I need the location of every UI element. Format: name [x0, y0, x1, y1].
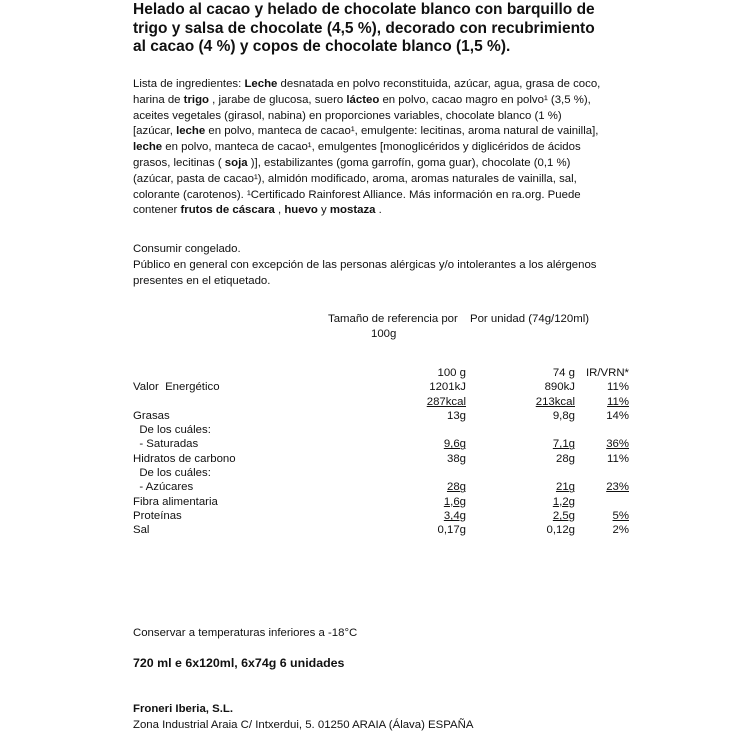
nutrition-header-blank [133, 366, 373, 380]
nutrient-label [133, 395, 373, 409]
product-title: Helado al cacao y helado de chocolate blanco con barquillo de trigo y salsa de chocolate (4,5 %), decorado con recubrimiento al cacao (4 %) y copos de chocolate blanco (1,5 %). [133, 1, 595, 55]
value-74g [466, 423, 575, 437]
nutrient-label: Sal [133, 524, 150, 537]
company-address: Zona Industrial Araia C/ Intxerdui, 5. 01250 ARAIA (Álava) ESPAÑA [133, 719, 474, 731]
nutrient-label: De los cuáles: [133, 467, 211, 480]
value-100g: 3,4g [443, 509, 466, 522]
value-ir-vrn: 14% [606, 409, 629, 422]
quantity-line: 720 ml e 6x120ml, 6x74g 6 unidades [133, 656, 345, 670]
value-ir-vrn [575, 423, 629, 437]
nutrient-label: Hidratos de carbono [133, 452, 236, 465]
ingredient-text: en polvo, manteca de cacao¹, emulgente: lecitinas, aroma natural de vainilla], [205, 125, 599, 138]
nutrition-header-row [133, 366, 629, 380]
value-ir-vrn: 5% [612, 509, 629, 522]
ingredient-text: desnatada en polvo reconstituida, azúcar, agua, grasa de coco, harina de [133, 78, 601, 106]
per-unit-label: Por unidad (74g/120ml) [470, 313, 590, 325]
col-ir-vrn: IR/VRN* [585, 367, 629, 379]
nutrition-row [133, 495, 629, 509]
nutrition-row [133, 380, 629, 394]
value-74g [466, 466, 575, 480]
allergen: lácteo [346, 93, 380, 106]
allergen: soja [224, 156, 248, 169]
value-100g: 13g [446, 409, 466, 422]
value-ir-vrn [575, 466, 629, 480]
ingredient-text: Lista de ingredientes: [133, 78, 245, 90]
value-100g: 287kcal [426, 395, 466, 408]
value-74g: 2,5g [552, 509, 575, 522]
ingredient-text: , [274, 204, 285, 217]
value-74g: 1,2g [552, 495, 575, 508]
allergen: trigo [183, 93, 209, 106]
ingredients-list [133, 77, 603, 219]
consume-note: Consumir congelado. [133, 243, 241, 255]
value-100g [373, 466, 466, 480]
nutrition-row [133, 466, 629, 480]
nutrition-row [133, 523, 629, 537]
value-ir-vrn: 36% [606, 438, 629, 451]
value-100g: 1,6g [443, 495, 466, 508]
value-ir-vrn: 2% [612, 524, 629, 537]
value-100g: 0,17g [437, 524, 466, 537]
allergen: leche [133, 141, 163, 154]
value-100g [373, 423, 466, 437]
nutrition-rows [133, 380, 629, 537]
value-74g: 213kcal [535, 395, 575, 408]
nutrient-label: Valor Energético [133, 381, 220, 394]
col-74g: 74 g [552, 367, 575, 379]
value-100g: 9,6g [443, 438, 466, 451]
value-74g: 28g [555, 452, 575, 465]
ingredient-text: y [317, 204, 330, 217]
value-ir-vrn [575, 495, 629, 509]
allergen: huevo [284, 204, 318, 217]
allergen: leche [176, 125, 206, 138]
value-74g: 9,8g [552, 409, 575, 422]
value-74g: 21g [555, 481, 575, 494]
ingredient-text: )], estabilizantes (goma garrofín, goma guar), chocolate (0,1 %) (azúcar, pasta de cacao¹), almidón modificado, aroma, aromas naturales de vainilla, sal, colorante (carotenos). ¹Certificado Rainforest Alliance. Más información en ra.org. Puede contener [133, 156, 581, 217]
company-name: Froneri Iberia, S.L. [133, 703, 234, 715]
value-100g: 38g [446, 452, 466, 465]
nutrient-label: - Azúcares [133, 481, 194, 494]
ingredient-text: , jarabe de glucosa, suero [208, 93, 347, 106]
ingredient-text: en polvo, cacao magro en polvo¹ (3,5 %), aceites vegetales (girasol, nabina) en proporciones variables, chocolate blanco (1 %) [azúcar, [133, 93, 591, 138]
nutrient-label: Fibra alimentaria [133, 495, 218, 508]
col-100g: 100 g [437, 367, 466, 379]
value-ir-vrn: 11% [607, 395, 629, 408]
nutrition-table [133, 366, 629, 538]
nutrition-row [133, 480, 629, 494]
ingredient-text: . [375, 204, 382, 217]
allergen: frutos de cáscara [180, 204, 275, 217]
reference-size-label: Tamaño de referencia por [328, 313, 458, 325]
value-ir-vrn: 23% [606, 481, 629, 494]
reference-size-value: 100g [371, 328, 397, 340]
nutrition-row [133, 409, 629, 423]
nutrition-row [133, 395, 629, 409]
value-74g: 7,1g [552, 438, 575, 451]
value-ir-vrn: 11% [607, 452, 629, 465]
nutrition-row [133, 509, 629, 523]
nutrition-row [133, 423, 629, 437]
storage-note: Conservar a temperaturas inferiores a -18°C [133, 627, 358, 639]
nutrient-label: De los cuáles: [133, 424, 211, 437]
value-ir-vrn: 11% [607, 381, 629, 394]
value-100g: 28g [446, 481, 466, 494]
value-100g: 1201kJ [429, 381, 466, 394]
nutrient-label: Proteínas [133, 509, 182, 522]
ingredient-text: en polvo, manteca de cacao¹, emulgentes [monoglicéridos y diglicéridos de ácidos grasos, lecitinas ( [133, 141, 581, 169]
value-74g: 890kJ [544, 381, 575, 394]
nutrient-label: Grasas [133, 409, 170, 422]
allergen: mostaza [329, 204, 376, 217]
value-74g: 0,12g [546, 524, 575, 537]
nutrition-row [133, 437, 629, 451]
nutrition-row [133, 452, 629, 466]
allergen: Leche [244, 78, 278, 90]
nutrient-label: - Saturadas [133, 438, 199, 451]
public-note: Público en general con excepción de las personas alérgicas y/o intolerantes a los alérgenos presentes en el etiquetado. [133, 259, 597, 287]
